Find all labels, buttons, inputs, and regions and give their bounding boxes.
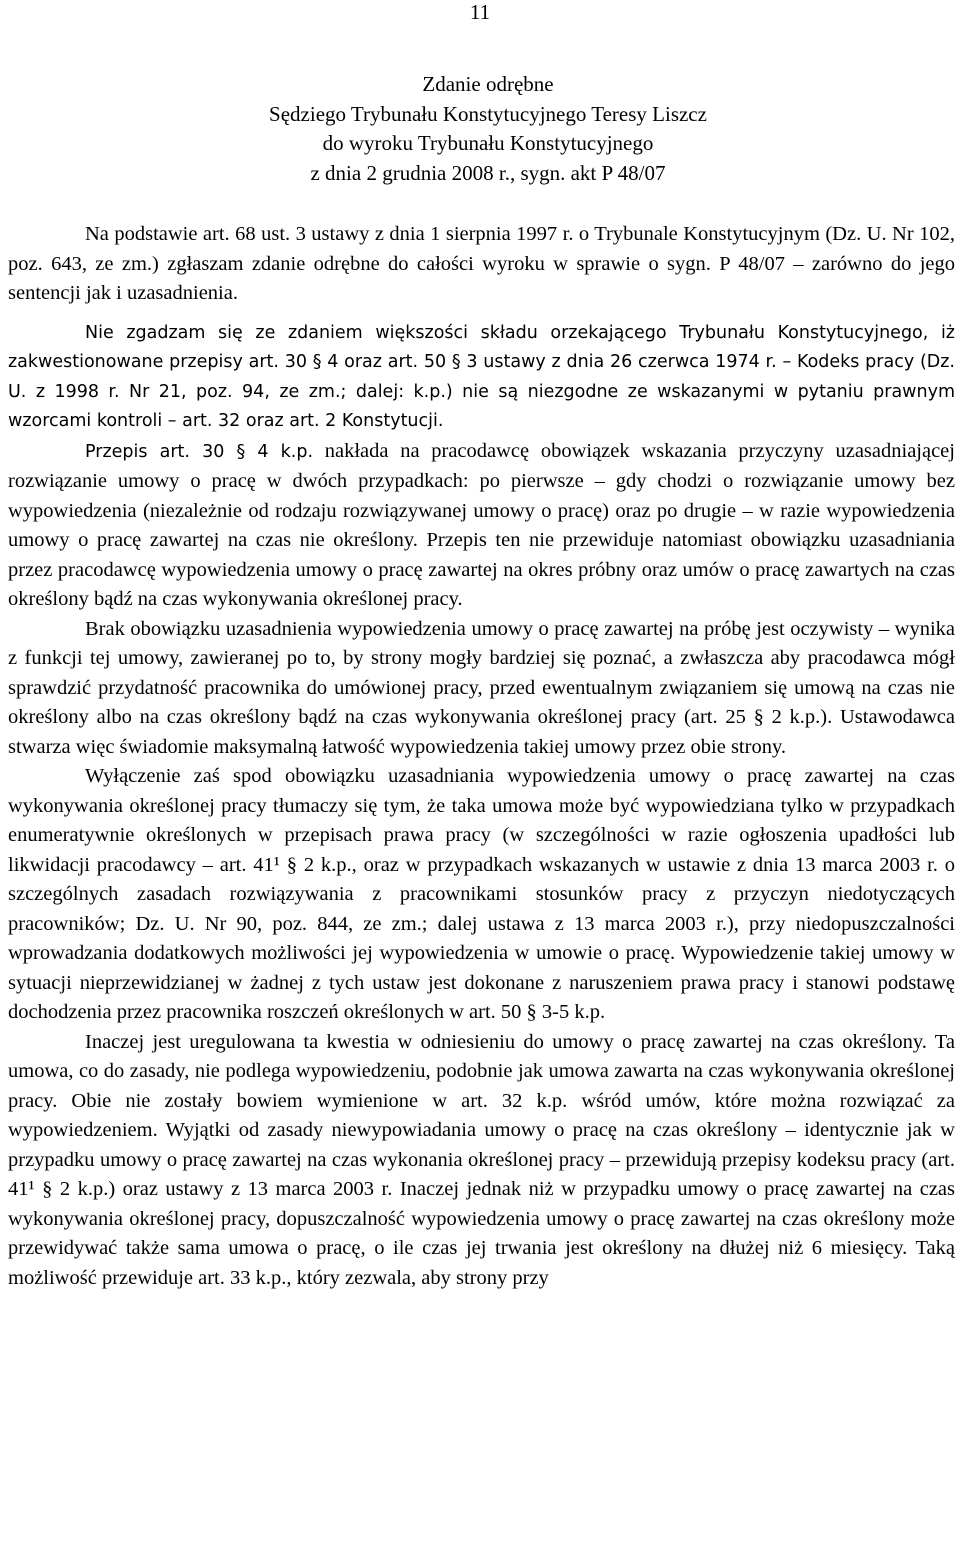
title-line-4: z dnia 2 grudnia 2008 r., sygn. akt P 48/07 xyxy=(310,160,666,185)
paragraph-disagreement: Nie zgadzam się ze zdaniem większości składu orzekającego Trybunału Konstytucyjnego, iż zakwestionowane przepisy art. 30 § 4 oraz art. 50 § 3 ustawy z dnia 26 czerwca 1974 r. – Kodeks pracy (Dz. U. z 1998 r. Nr 21, poz. 94, ze zm.; dalej: k.p.) nie są niezgodne ze wskazanymi w pytaniu prawnym wzorcami kontroli – art. 32 oraz art. 2 Konstytucji. xyxy=(8,322,955,431)
paragraph-fixed-term: Inaczej jest uregulowana ta kwestia w odniesieniu do umowy o pracę zawartej na czas określony. Ta umowa, co do zasady, nie podlega wypowiedzeniu, podobnie jak umowa zawarta na czas wykonywania określonej pracy. Obie nie zostały bowiem wymienione w art. 32 k.p. wśród umów, które można rozwiązać za wypowiedzeniem. Wyjątki od zasady niewypowiadania umowy o pracę na czas określony – identycznie jak w przypadku umowy o pracę zawartej na czas wykonania określonej pracy – przewidują przepisy kodeksu pracy (art. 41¹ § 2 k.p.) oraz ustawy z 13 marca 2003 r. Inaczej jednak niż w przypadku umowy o pracę zawartej na czas wykonywania określonej pracy, dopuszczalność wypowiedzenia umowy o pracę zawartej na czas określony może przewidywać także sama umowa o pracę, o ile czas jej trwania jest określony na dłużej niż 6 miesięcy. Taką możliwość przewiduje art. 33 k.p., który zezwala, aby strony przy xyxy=(8,1030,955,1289)
paragraph-art-30 xyxy=(8,437,955,615)
paragraph-exclusion: Wyłączenie zaś spod obowiązku uzasadniania wypowiedzenia umowy o pracę zawartej na czas wykonywania określonej pracy tłumaczy się tym, że taka umowa może być wypowiedziana tylko w przypadkach enumeratywnie określonych w przepisach prawa pracy (w szczególności w razie ogłoszenia upadłości lub likwidacji pracodawcy – art. 41¹ § 2 k.p., oraz w przypadkach wskazanych w ustawie z dnia 13 marca 2003 r. o szczególnych zasadach rozwiązywania z pracownikami stosunków pracy z przyczyn niedotyczących pracowników; Dz. U. Nr 90, poz. 844, ze zm.; dalej ustawa z 13 marca 2003 r.), przy niedopuszczalności wprowadzania dodatkowych możliwości jej wypowiedzenia w umowie o pracę. Wypowiedzenie takiej umowy w sytuacji nieprzewidzianej w żadnej z tych ustaw jest dokonane z naruszeniem prawa pracy i stanowi podstawę dochodzenia przez pracownika roszczeń określonych w art. 50 § 3-5 k.p. xyxy=(8,765,955,1023)
title-block xyxy=(0,70,960,188)
paragraph-art-30-text: nakłada na pracodawcę obowiązek wskazania przyczyny uzasadniającej rozwiązanie umowy o pracę w dwóch przypadkach: po pierwsze – gdy chodzi o rozwiązanie umowy bez wypowiedzenia (niezależnie od rodzaju rozwiązywanej umowy o pracę) oraz po drugie – w razie wypowiedzenia umowy o pracę zawartej na czas nie określony. Przepis ten nie przewiduje natomiast obowiązku uzasadniania przez pracodawcę wypowiedzenia umowy o pracę zawartej na okres próbny oraz umów o pracę zawartych na czas określony bądź na czas wykonywania określonej pracy. xyxy=(8,439,955,610)
paragraph-probation: Brak obowiązku uzasadnienia wypowiedzenia umowy o pracę zawartej na próbę jest oczywisty – wynika z funkcji tej umowy, zawieranej po to, by strony mogły bardziej się poznać, a zwłaszcza aby pracodawca mógł sprawdzić przydatność pracownika do umówionej pracy, przed ewentualnym związaniem się umową na czas nie określony albo na czas określony bądź na czas wykonywania określonej pracy (art. 25 § 2 k.p.). Ustawodawca stwarza więc świadomie maksymalną łatwość wypowiedzenia takiej umowy przez obie strony. xyxy=(8,617,955,758)
paragraph-art-30-lead: Przepis art. 30 § 4 k.p. xyxy=(85,441,314,462)
sans-section xyxy=(8,319,955,437)
document-body xyxy=(8,220,955,1293)
title-line-2: Sędziego Trybunału Konstytucyjnego Teresy Liszcz xyxy=(269,101,707,126)
page-number: 11 xyxy=(469,0,491,24)
title-line-1: Zdanie odrębne xyxy=(422,72,554,96)
paragraph-legal-basis: Na podstawie art. 68 ust. 3 ustawy z dnia 1 sierpnia 1997 r. o Trybunale Konstytucyjnym (Dz. U. Nr 102, poz. 643, ze zm.) zgłaszam zdanie odrębne do całości wyroku w sprawie o sygn. P 48/07 – zarówno do jego sentencji jak i uzasadnienia. xyxy=(8,223,955,304)
title-line-3: do wyroku Trybunału Konstytucyjnego xyxy=(322,131,654,155)
